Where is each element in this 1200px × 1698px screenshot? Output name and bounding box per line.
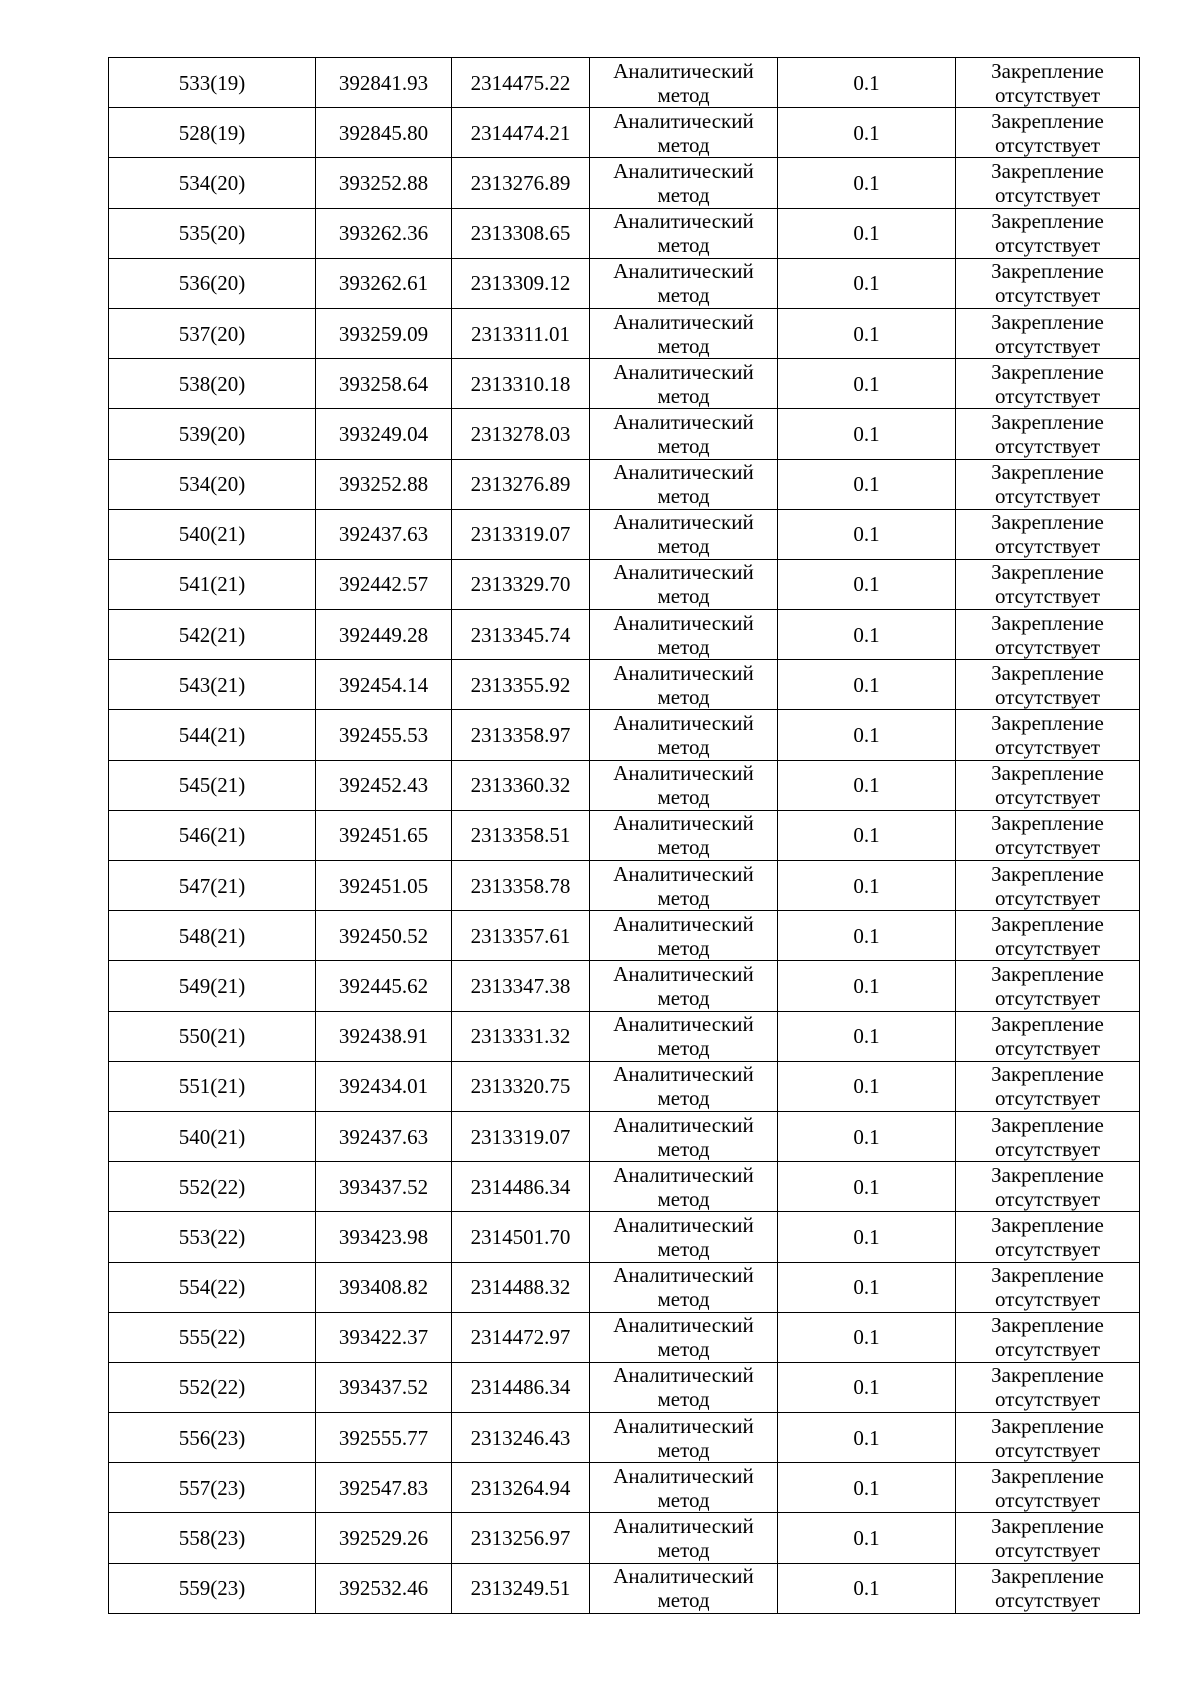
y-coordinate-cell: 2313319.07: [452, 1111, 590, 1161]
method-cell: Аналитический метод: [590, 1362, 778, 1412]
table-row: [109, 1563, 1140, 1613]
y-coordinate-cell: 2313358.78: [452, 861, 590, 911]
fixation-cell: Закрепление отсутствует: [956, 1362, 1140, 1412]
accuracy-cell: 0.1: [778, 308, 956, 358]
y-coordinate-cell: 2314486.34: [452, 1162, 590, 1212]
fixation-cell: Закрепление отсутствует: [956, 710, 1140, 760]
y-coordinate-cell: 2314474.21: [452, 108, 590, 158]
method-cell: Аналитический метод: [590, 810, 778, 860]
table-row: [109, 961, 1140, 1011]
accuracy-cell: 0.1: [778, 1463, 956, 1513]
y-coordinate-cell: 2313310.18: [452, 359, 590, 409]
method-cell: Аналитический метод: [590, 961, 778, 1011]
point-number-cell: 543(21): [109, 660, 316, 710]
method-cell: Аналитический метод: [590, 208, 778, 258]
y-coordinate-cell: 2314472.97: [452, 1312, 590, 1362]
method-cell: Аналитический метод: [590, 1061, 778, 1111]
accuracy-cell: 0.1: [778, 1513, 956, 1563]
point-number-cell: 540(21): [109, 1111, 316, 1161]
accuracy-cell: 0.1: [778, 1162, 956, 1212]
accuracy-cell: 0.1: [778, 108, 956, 158]
x-coordinate-cell: 393262.61: [316, 258, 452, 308]
fixation-cell: Закрепление отсутствует: [956, 1162, 1140, 1212]
x-coordinate-cell: 393437.52: [316, 1162, 452, 1212]
fixation-cell: Закрепление отсутствует: [956, 660, 1140, 710]
accuracy-cell: 0.1: [778, 961, 956, 1011]
point-number-cell: 551(21): [109, 1061, 316, 1111]
table-row: [109, 1362, 1140, 1412]
method-cell: Аналитический метод: [590, 409, 778, 459]
y-coordinate-cell: 2313355.92: [452, 660, 590, 710]
method-cell: Аналитический метод: [590, 308, 778, 358]
point-number-cell: 554(22): [109, 1262, 316, 1312]
x-coordinate-cell: 392529.26: [316, 1513, 452, 1563]
accuracy-cell: 0.1: [778, 258, 956, 308]
point-number-cell: 548(21): [109, 911, 316, 961]
fixation-cell: Закрепление отсутствует: [956, 810, 1140, 860]
accuracy-cell: 0.1: [778, 1011, 956, 1061]
point-number-cell: 545(21): [109, 760, 316, 810]
table-row: [109, 861, 1140, 911]
y-coordinate-cell: 2314475.22: [452, 58, 590, 108]
fixation-cell: Закрепление отсутствует: [956, 58, 1140, 108]
fixation-cell: Закрепление отсутствует: [956, 559, 1140, 609]
y-coordinate-cell: 2314488.32: [452, 1262, 590, 1312]
point-number-cell: 538(20): [109, 359, 316, 409]
method-cell: Аналитический метод: [590, 1463, 778, 1513]
table-row: [109, 459, 1140, 509]
x-coordinate-cell: 393408.82: [316, 1262, 452, 1312]
x-coordinate-cell: 392451.05: [316, 861, 452, 911]
x-coordinate-cell: 392437.63: [316, 509, 452, 559]
point-number-cell: 534(20): [109, 158, 316, 208]
y-coordinate-cell: 2313249.51: [452, 1563, 590, 1613]
fixation-cell: Закрепление отсутствует: [956, 1011, 1140, 1061]
point-number-cell: 549(21): [109, 961, 316, 1011]
accuracy-cell: 0.1: [778, 509, 956, 559]
accuracy-cell: 0.1: [778, 559, 956, 609]
fixation-cell: Закрепление отсутствует: [956, 610, 1140, 660]
method-cell: Аналитический метод: [590, 1111, 778, 1161]
point-number-cell: 552(22): [109, 1162, 316, 1212]
table-row: [109, 108, 1140, 158]
method-cell: Аналитический метод: [590, 1212, 778, 1262]
accuracy-cell: 0.1: [778, 1413, 956, 1463]
point-number-cell: 540(21): [109, 509, 316, 559]
table-row: [109, 1262, 1140, 1312]
y-coordinate-cell: 2313357.61: [452, 911, 590, 961]
coordinates-table: [108, 57, 1140, 1614]
x-coordinate-cell: 393259.09: [316, 308, 452, 358]
point-number-cell: 542(21): [109, 610, 316, 660]
y-coordinate-cell: 2313276.89: [452, 459, 590, 509]
table-row: [109, 1011, 1140, 1061]
table-row: [109, 1111, 1140, 1161]
y-coordinate-cell: 2313308.65: [452, 208, 590, 258]
y-coordinate-cell: 2313246.43: [452, 1413, 590, 1463]
accuracy-cell: 0.1: [778, 1212, 956, 1262]
accuracy-cell: 0.1: [778, 660, 956, 710]
x-coordinate-cell: 393262.36: [316, 208, 452, 258]
method-cell: Аналитический метод: [590, 509, 778, 559]
accuracy-cell: 0.1: [778, 610, 956, 660]
method-cell: Аналитический метод: [590, 1513, 778, 1563]
fixation-cell: Закрепление отсутствует: [956, 509, 1140, 559]
point-number-cell: 559(23): [109, 1563, 316, 1613]
accuracy-cell: 0.1: [778, 158, 956, 208]
point-number-cell: 555(22): [109, 1312, 316, 1362]
fixation-cell: Закрепление отсутствует: [956, 409, 1140, 459]
table-row: [109, 158, 1140, 208]
accuracy-cell: 0.1: [778, 1563, 956, 1613]
x-coordinate-cell: 393422.37: [316, 1312, 452, 1362]
table-row: [109, 308, 1140, 358]
point-number-cell: 550(21): [109, 1011, 316, 1061]
point-number-cell: 553(22): [109, 1212, 316, 1262]
point-number-cell: 541(21): [109, 559, 316, 609]
x-coordinate-cell: 392449.28: [316, 610, 452, 660]
y-coordinate-cell: 2313311.01: [452, 308, 590, 358]
point-number-cell: 558(23): [109, 1513, 316, 1563]
x-coordinate-cell: 392547.83: [316, 1463, 452, 1513]
y-coordinate-cell: 2313358.51: [452, 810, 590, 860]
point-number-cell: 528(19): [109, 108, 316, 158]
x-coordinate-cell: 392434.01: [316, 1061, 452, 1111]
point-number-cell: 547(21): [109, 861, 316, 911]
x-coordinate-cell: 393252.88: [316, 158, 452, 208]
accuracy-cell: 0.1: [778, 760, 956, 810]
y-coordinate-cell: 2313264.94: [452, 1463, 590, 1513]
point-number-cell: 546(21): [109, 810, 316, 860]
y-coordinate-cell: 2313358.97: [452, 710, 590, 760]
fixation-cell: Закрепление отсутствует: [956, 1061, 1140, 1111]
fixation-cell: Закрепление отсутствует: [956, 258, 1140, 308]
point-number-cell: 552(22): [109, 1362, 316, 1412]
accuracy-cell: 0.1: [778, 1111, 956, 1161]
method-cell: Аналитический метод: [590, 660, 778, 710]
fixation-cell: Закрепление отсутствует: [956, 108, 1140, 158]
accuracy-cell: 0.1: [778, 208, 956, 258]
x-coordinate-cell: 393252.88: [316, 459, 452, 509]
point-number-cell: 534(20): [109, 459, 316, 509]
method-cell: Аналитический метод: [590, 710, 778, 760]
y-coordinate-cell: 2313278.03: [452, 409, 590, 459]
table-row: [109, 1212, 1140, 1262]
y-coordinate-cell: 2313309.12: [452, 258, 590, 308]
fixation-cell: Закрепление отсутствует: [956, 961, 1140, 1011]
y-coordinate-cell: 2313345.74: [452, 610, 590, 660]
table-row: [109, 810, 1140, 860]
method-cell: Аналитический метод: [590, 1312, 778, 1362]
table-row: [109, 911, 1140, 961]
x-coordinate-cell: 392437.63: [316, 1111, 452, 1161]
method-cell: Аналитический метод: [590, 158, 778, 208]
fixation-cell: Закрепление отсутствует: [956, 1563, 1140, 1613]
x-coordinate-cell: 392841.93: [316, 58, 452, 108]
table-row: [109, 710, 1140, 760]
table-row: [109, 208, 1140, 258]
table-row: [109, 559, 1140, 609]
method-cell: Аналитический метод: [590, 258, 778, 308]
y-coordinate-cell: 2313329.70: [452, 559, 590, 609]
accuracy-cell: 0.1: [778, 409, 956, 459]
y-coordinate-cell: 2313276.89: [452, 158, 590, 208]
table-row: [109, 359, 1140, 409]
fixation-cell: Закрепление отсутствует: [956, 359, 1140, 409]
table-row: [109, 760, 1140, 810]
fixation-cell: Закрепление отсутствует: [956, 1262, 1140, 1312]
fixation-cell: Закрепление отсутствует: [956, 308, 1140, 358]
x-coordinate-cell: 392555.77: [316, 1413, 452, 1463]
accuracy-cell: 0.1: [778, 1362, 956, 1412]
method-cell: Аналитический метод: [590, 911, 778, 961]
method-cell: Аналитический метод: [590, 610, 778, 660]
method-cell: Аналитический метод: [590, 1162, 778, 1212]
y-coordinate-cell: 2314501.70: [452, 1212, 590, 1262]
y-coordinate-cell: 2313319.07: [452, 509, 590, 559]
fixation-cell: Закрепление отсутствует: [956, 459, 1140, 509]
point-number-cell: 537(20): [109, 308, 316, 358]
accuracy-cell: 0.1: [778, 359, 956, 409]
point-number-cell: 536(20): [109, 258, 316, 308]
fixation-cell: Закрепление отсутствует: [956, 861, 1140, 911]
table-row: [109, 610, 1140, 660]
method-cell: Аналитический метод: [590, 1563, 778, 1613]
coordinates-table-body: [109, 58, 1140, 1614]
accuracy-cell: 0.1: [778, 459, 956, 509]
table-row: [109, 1061, 1140, 1111]
point-number-cell: 544(21): [109, 710, 316, 760]
y-coordinate-cell: 2313347.38: [452, 961, 590, 1011]
fixation-cell: Закрепление отсутствует: [956, 911, 1140, 961]
table-row: [109, 660, 1140, 710]
accuracy-cell: 0.1: [778, 1262, 956, 1312]
method-cell: Аналитический метод: [590, 359, 778, 409]
y-coordinate-cell: 2313360.32: [452, 760, 590, 810]
method-cell: Аналитический метод: [590, 760, 778, 810]
x-coordinate-cell: 392845.80: [316, 108, 452, 158]
point-number-cell: 557(23): [109, 1463, 316, 1513]
table-row: [109, 1463, 1140, 1513]
fixation-cell: Закрепление отсутствует: [956, 760, 1140, 810]
method-cell: Аналитический метод: [590, 108, 778, 158]
table-row: [109, 409, 1140, 459]
x-coordinate-cell: 392452.43: [316, 760, 452, 810]
accuracy-cell: 0.1: [778, 861, 956, 911]
accuracy-cell: 0.1: [778, 58, 956, 108]
x-coordinate-cell: 392445.62: [316, 961, 452, 1011]
table-row: [109, 1413, 1140, 1463]
x-coordinate-cell: 393423.98: [316, 1212, 452, 1262]
method-cell: Аналитический метод: [590, 459, 778, 509]
accuracy-cell: 0.1: [778, 911, 956, 961]
table-row: [109, 1162, 1140, 1212]
y-coordinate-cell: 2313320.75: [452, 1061, 590, 1111]
y-coordinate-cell: 2313331.32: [452, 1011, 590, 1061]
table-row: [109, 1312, 1140, 1362]
fixation-cell: Закрепление отсутствует: [956, 1513, 1140, 1563]
method-cell: Аналитический метод: [590, 861, 778, 911]
fixation-cell: Закрепление отсутствует: [956, 1111, 1140, 1161]
point-number-cell: 533(19): [109, 58, 316, 108]
x-coordinate-cell: 393258.64: [316, 359, 452, 409]
x-coordinate-cell: 392451.65: [316, 810, 452, 860]
x-coordinate-cell: 392450.52: [316, 911, 452, 961]
x-coordinate-cell: 392438.91: [316, 1011, 452, 1061]
accuracy-cell: 0.1: [778, 1312, 956, 1362]
method-cell: Аналитический метод: [590, 58, 778, 108]
table-row: [109, 58, 1140, 108]
fixation-cell: Закрепление отсутствует: [956, 1463, 1140, 1513]
point-number-cell: 556(23): [109, 1413, 316, 1463]
x-coordinate-cell: 392454.14: [316, 660, 452, 710]
point-number-cell: 535(20): [109, 208, 316, 258]
accuracy-cell: 0.1: [778, 810, 956, 860]
table-row: [109, 509, 1140, 559]
x-coordinate-cell: 392455.53: [316, 710, 452, 760]
fixation-cell: Закрепление отсутствует: [956, 1413, 1140, 1463]
fixation-cell: Закрепление отсутствует: [956, 1212, 1140, 1262]
fixation-cell: Закрепление отсутствует: [956, 1312, 1140, 1362]
x-coordinate-cell: 392532.46: [316, 1563, 452, 1613]
table-row: [109, 1513, 1140, 1563]
y-coordinate-cell: 2313256.97: [452, 1513, 590, 1563]
fixation-cell: Закрепление отсутствует: [956, 158, 1140, 208]
method-cell: Аналитический метод: [590, 559, 778, 609]
accuracy-cell: 0.1: [778, 1061, 956, 1111]
table-row: [109, 258, 1140, 308]
point-number-cell: 539(20): [109, 409, 316, 459]
fixation-cell: Закрепление отсутствует: [956, 208, 1140, 258]
x-coordinate-cell: 393249.04: [316, 409, 452, 459]
y-coordinate-cell: 2314486.34: [452, 1362, 590, 1412]
accuracy-cell: 0.1: [778, 710, 956, 760]
method-cell: Аналитический метод: [590, 1011, 778, 1061]
x-coordinate-cell: 392442.57: [316, 559, 452, 609]
x-coordinate-cell: 393437.52: [316, 1362, 452, 1412]
method-cell: Аналитический метод: [590, 1413, 778, 1463]
method-cell: Аналитический метод: [590, 1262, 778, 1312]
